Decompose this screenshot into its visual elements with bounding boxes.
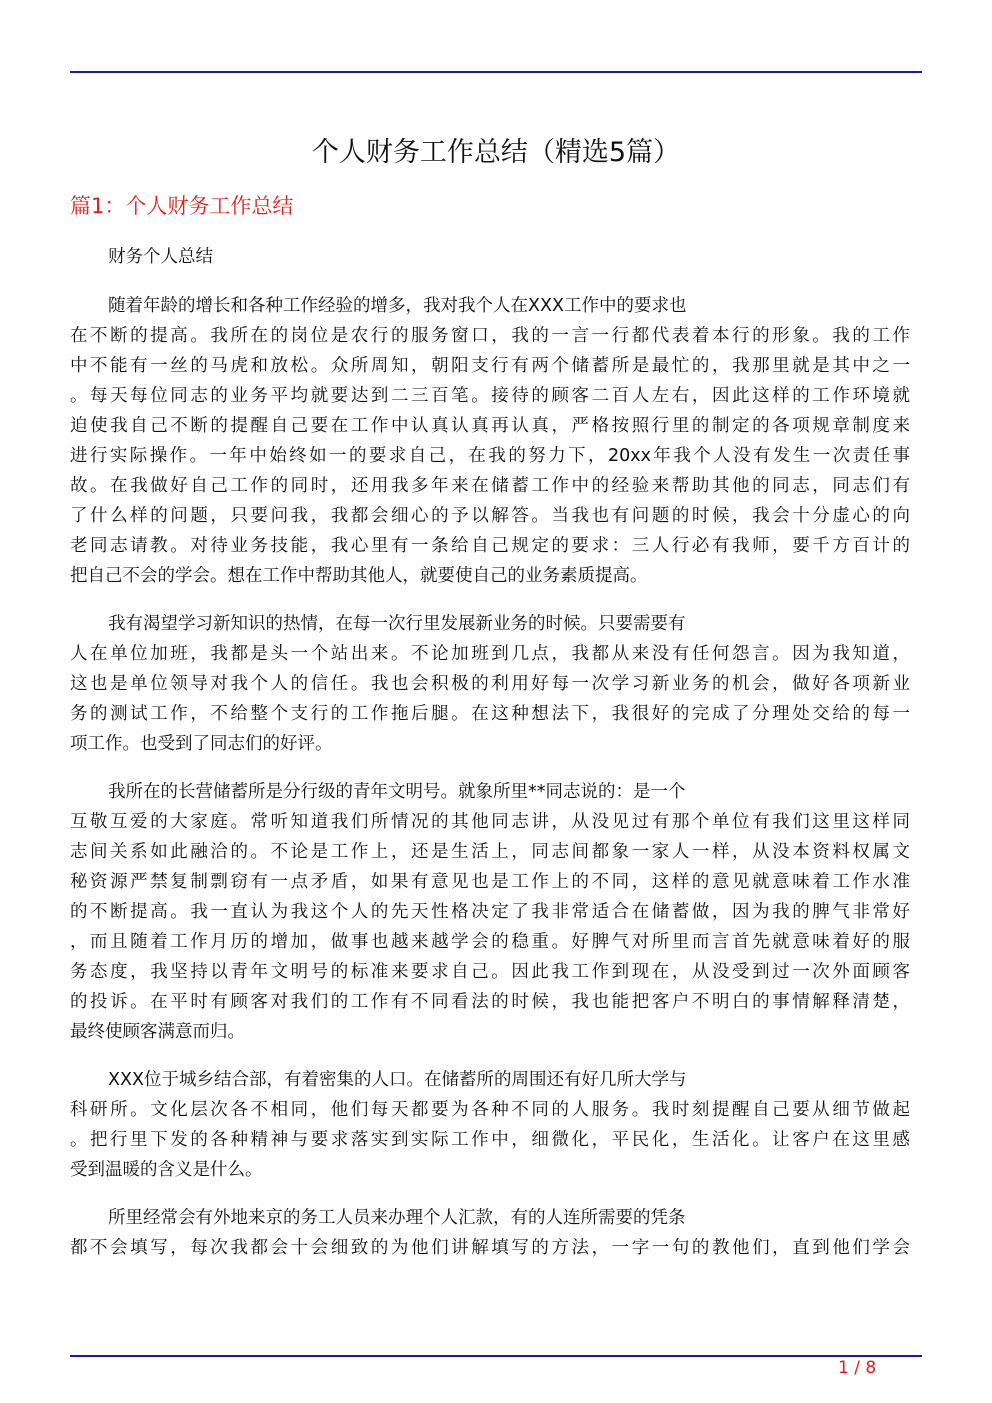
paragraph-line: 我有渴望学习新知识的热情，在每一次行里发展新业务的时候。只要需要有 — [108, 614, 686, 634]
paragraph-list — [70, 291, 910, 1263]
paragraph-line: 志间关系如此融洽的。不论是工作上，还是生活上，同志间都象一家人一样，从没本资料权属文 — [70, 842, 910, 862]
paragraph-line: 老同志请教。对待业务技能，我心里有一条给自己规定的要求：三人行必有我师，要千方百计的 — [70, 536, 910, 556]
paragraph-line: 的投诉。在平时有顾客对我们的工作有不同看法的时候，我也能把客户不明白的事情解释清楚， — [70, 992, 910, 1012]
document-title: 个人财务工作总结（精选5篇） — [311, 137, 681, 168]
footer-rule — [70, 1355, 922, 1357]
paragraph-line: 秘资源严禁复制剽窃有一点矛盾，如果有意见也是工作上的不同，这样的意见就意味着工作水准 — [70, 872, 910, 892]
paragraph-line: 随着年龄的增长和各种工作经验的增多，我对我个人在XXX工作中的要求也 — [108, 296, 687, 316]
paragraph-line: 把自己不会的学会。想在工作中帮助其他人，就要使自己的业务素质提高。 — [70, 566, 648, 586]
paragraph-line: 互敬互爱的大家庭。常听知道我们所情况的其他同志讲，从没见过有那个单位有我们这里这样同 — [70, 812, 910, 832]
header-rule — [70, 71, 922, 73]
paragraph-line: 的不断提高。我一直认为我这个人的先天性格决定了我非常适合在储蓄做，因为我的脾气非常好 — [70, 902, 910, 922]
paragraph-line: 所里经常会有外地来京的务工人员来办理个人汇款，有的人连所需要的凭条 — [108, 1208, 686, 1228]
document-body — [70, 242, 910, 1281]
paragraph-line: 中不能有一丝的马虎和放松。众所周知，朝阳支行有两个储蓄所是最忙的，我那里就是其中之一 — [70, 356, 910, 376]
paragraph-line: 项工作。也受到了同志们的好评。 — [70, 734, 333, 754]
paragraph-line: 务的测试工作，不给整个支行的工作拖后腿。在这种想法下，我很好的完成了分理处交给的每一 — [70, 704, 910, 724]
paragraph — [70, 291, 910, 591]
paragraph — [70, 777, 910, 1047]
section-heading: 篇1：个人财务工作总结 — [70, 194, 294, 218]
paragraph-line: 受到温暖的含义是什么。 — [70, 1160, 263, 1180]
paragraph-line: ，而且随着工作月历的增加，做事也越来越学会的稳重。好脾气对所里而言首先就意味着好的服 — [70, 932, 910, 952]
document-subtitle: 财务个人总结 — [108, 247, 213, 267]
paragraph-line: 了什么样的问题，只要问我，我都会细心的予以解答。当我也有问题的时候，我会十分虚心的向 — [70, 506, 910, 526]
paragraph-line: 这也是单位领导对我个人的信任。我也会积极的利用好每一次学习新业务的机会，做好各项新业 — [70, 674, 910, 694]
paragraph-line: 在不断的提高。我所在的岗位是农行的服务窗口，我的一言一行都代表着本行的形象。我的工作 — [70, 326, 910, 346]
paragraph-line: 。把行里下发的各种精神与要求落实到实际工作中，细微化，平民化，生活化。让客户在这里感 — [70, 1130, 910, 1150]
paragraph-line: 科研所。文化层次各不相同，他们每天都要为各种不同的人服务。我时刻提醒自己要从细节做起 — [70, 1100, 910, 1120]
paragraph-line: 务态度，我坚持以青年文明号的标准来要求自己。因此我工作到现在，从没受到过一次外面顾客 — [70, 962, 910, 982]
paragraph-line: 我所在的长营储蓄所是分行级的青年文明号。就象所里**同志说的：是一个 — [108, 782, 686, 802]
paragraph — [70, 609, 910, 759]
paragraph-line: 进行实际操作。一年中始终如一的要求自己，在我的努力下，20xx年我个人没有发生一次责任事 — [70, 446, 910, 466]
paragraph — [70, 1203, 910, 1263]
paragraph-line: 都不会填写，每次我都会十会细致的为他们讲解填写的方法，一字一句的教他们，直到他们学会 — [70, 1238, 910, 1258]
paragraph-line: 人在单位加班，我都是头一个站出来。不论加班到几点，我都从来没有任何怨言。因为我知道， — [70, 644, 910, 664]
paragraph-line: 最终使顾客满意而归。 — [70, 1022, 245, 1042]
paragraph-line: 故。在我做好自己工作的同时，还用我多年来在储蓄工作中的经验来帮助其他的同志，同志们有 — [70, 476, 910, 496]
paragraph-line: 迫使我自己不断的提醒自己要在工作中认真认真再认真，严格按照行里的制定的各项规章制度来 — [70, 416, 910, 436]
paragraph-line: XXX位于城乡结合部，有着密集的人口。在储蓄所的周围还有好几所大学与 — [108, 1070, 687, 1090]
page-number: 1 / 8 — [838, 1358, 877, 1378]
paragraph-line: 。每天每位同志的业务平均就要达到二三百笔。接待的顾客二百人左右，因此这样的工作环境就 — [70, 386, 910, 406]
paragraph — [70, 1065, 910, 1185]
